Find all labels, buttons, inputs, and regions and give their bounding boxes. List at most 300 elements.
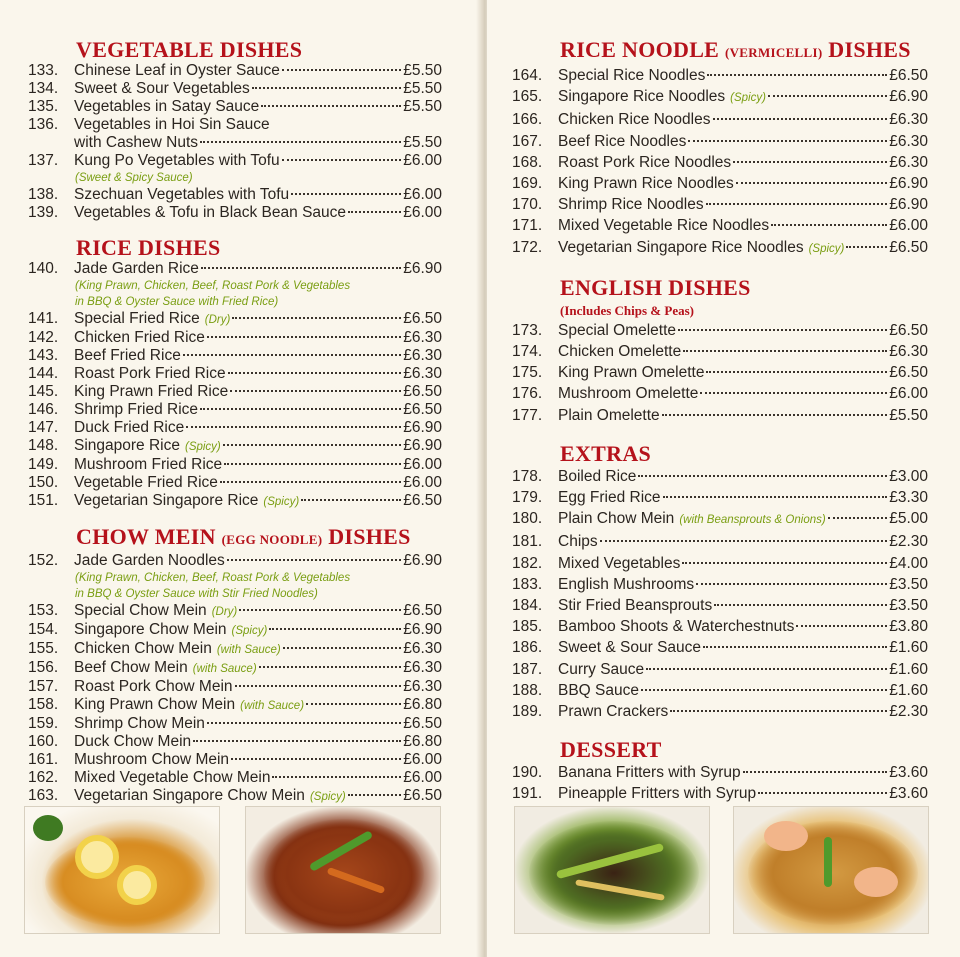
menu-item — [512, 680, 928, 701]
item-price: £1.60 — [889, 660, 928, 678]
menu-item — [28, 329, 442, 347]
item-price: £6.50 — [403, 492, 442, 509]
item-name: Vegetables in Satay Sauce — [74, 98, 260, 115]
item-number: 168. — [512, 153, 543, 171]
dot-leader — [227, 559, 401, 561]
section-heading-extras — [512, 442, 928, 466]
right-menu-column — [512, 38, 928, 805]
dot-leader — [306, 703, 401, 705]
item-number: 179. — [512, 489, 543, 507]
item-price: £6.30 — [889, 153, 928, 171]
menu-item — [512, 405, 928, 426]
item-name: Singapore Chow Mein — [74, 621, 227, 638]
item-inline-note: (with Sauce) — [240, 700, 305, 712]
item-price: £5.50 — [403, 80, 442, 97]
item-name: Chinese Leaf in Oyster Sauce — [74, 62, 280, 79]
item-price: £6.50 — [889, 67, 928, 84]
menu-item — [512, 762, 928, 783]
item-name: King Prawn Rice Noodles — [558, 175, 734, 193]
item-name: Bamboo Shoots & Waterchestnuts — [558, 618, 795, 636]
item-number: 165. — [512, 88, 543, 106]
item-inline-note: (Spicy) — [808, 242, 845, 255]
item-number: 163. — [28, 787, 59, 804]
item-price: £6.30 — [889, 343, 928, 361]
section-heading-chowmein — [28, 525, 442, 552]
menu-item — [28, 456, 442, 474]
menu-item — [512, 553, 928, 574]
menu-item — [28, 62, 442, 80]
item-name: Egg Fried Rice — [558, 489, 661, 507]
dot-leader — [220, 481, 401, 483]
item-name: Jade Garden Noodles — [74, 552, 225, 569]
item-price: £6.90 — [889, 88, 928, 106]
item-name: Duck Chow Mein — [74, 733, 192, 750]
menu-item — [512, 65, 928, 86]
menu-item — [28, 152, 442, 170]
menu-item — [512, 383, 928, 404]
item-price: £3.50 — [889, 597, 928, 615]
dot-leader — [796, 625, 887, 627]
item-price: £6.30 — [403, 329, 442, 346]
item-inline-note: (with Sauce) — [192, 663, 257, 675]
menu-item — [28, 80, 442, 98]
item-number: 152. — [28, 552, 59, 569]
menu-item — [512, 508, 928, 531]
item-number: 177. — [512, 406, 543, 424]
menu-item — [28, 474, 442, 492]
item-name: Vegetarian Singapore Rice — [74, 492, 259, 509]
item-price: £6.30 — [889, 132, 928, 150]
item-number: 164. — [512, 67, 543, 84]
dot-leader — [186, 426, 401, 428]
item-price: £6.90 — [889, 196, 928, 214]
item-name: Pineapple Fritters with Syrup — [558, 785, 757, 803]
item-name: Mushroom Omelette — [558, 385, 699, 403]
menu-item — [512, 637, 928, 658]
item-price: £6.90 — [403, 621, 442, 638]
dot-leader — [228, 372, 402, 374]
menu-item — [28, 310, 442, 329]
menu-item — [28, 659, 442, 678]
item-inline-note: (Spicy) — [231, 625, 268, 637]
menu-item — [28, 733, 442, 751]
item-name: Vegetable Fried Rice — [74, 474, 218, 491]
item-price: £6.50 — [403, 401, 442, 418]
menu-item-continuation — [28, 134, 442, 152]
dot-leader — [272, 776, 401, 778]
menu-item — [512, 531, 928, 552]
dot-leader — [846, 246, 887, 248]
item-inline-note: (Dry) — [211, 606, 238, 618]
dot-leader — [207, 722, 401, 724]
menu-item — [28, 260, 442, 278]
item-number: 178. — [512, 467, 543, 485]
item-number: 135. — [28, 98, 59, 115]
item-name: Beef Rice Noodles — [558, 132, 687, 150]
menu-item — [28, 552, 442, 570]
item-name: Special Fried Rice — [74, 310, 200, 327]
item-price: £5.50 — [403, 62, 442, 79]
section-subtitle: (Includes Chips & Peas) — [560, 302, 694, 318]
section-gap — [28, 511, 442, 525]
item-name: Szechuan Vegetables with Tofu — [74, 186, 290, 203]
dot-leader — [683, 350, 887, 352]
item-price: £6.50 — [889, 364, 928, 382]
section-heading-dessert — [512, 738, 928, 762]
section-gap — [512, 722, 928, 738]
item-number: 159. — [28, 715, 59, 732]
item-price: £6.80 — [403, 696, 442, 713]
menu-item — [512, 194, 928, 215]
menu-item — [28, 621, 442, 640]
item-number: 144. — [28, 365, 59, 382]
dot-leader — [682, 562, 887, 564]
item-number: 187. — [512, 660, 543, 678]
item-number: 134. — [28, 80, 59, 97]
item-price: £3.60 — [889, 785, 928, 803]
menu-item — [28, 347, 442, 365]
dot-leader — [771, 224, 887, 226]
item-note: (King Prawn, Chicken, Beef, Roast Pork & Vegetables — [75, 280, 351, 292]
item-name: Plain Chow Mein — [558, 510, 675, 528]
item-price: £6.50 — [403, 383, 442, 400]
menu-item — [28, 401, 442, 419]
menu-item — [28, 640, 442, 659]
dot-leader — [662, 414, 888, 416]
item-number: 153. — [28, 602, 59, 619]
item-note: (King Prawn, Chicken, Beef, Roast Pork & Vegetables — [75, 572, 351, 584]
dot-leader — [269, 628, 401, 630]
section-gap — [28, 222, 442, 236]
item-name: English Mushrooms — [558, 575, 695, 593]
item-name: King Prawn Omelette — [558, 364, 705, 382]
item-price: £6.50 — [403, 715, 442, 732]
dot-leader — [230, 390, 401, 392]
menu-item — [512, 487, 928, 508]
item-note-continued: in BBQ & Oyster Sauce with Stir Fried Noodles) — [75, 588, 318, 600]
dot-leader — [828, 517, 888, 519]
item-price: £6.90 — [403, 437, 442, 454]
dot-leader — [758, 792, 887, 794]
item-price: £6.50 — [403, 310, 442, 327]
item-name: Special Rice Noodles — [558, 67, 706, 84]
item-name: Vegetables in Hoi Sin Sauce — [74, 116, 270, 133]
menu-item — [28, 769, 442, 787]
item-price: £5.50 — [403, 98, 442, 115]
item-number: 138. — [28, 186, 59, 203]
item-price: £6.90 — [889, 175, 928, 193]
item-number: 181. — [512, 533, 543, 551]
dot-leader — [239, 609, 401, 611]
item-price: £1.60 — [889, 639, 928, 657]
item-number: 167. — [512, 132, 543, 150]
item-number: 145. — [28, 383, 59, 400]
item-number: 170. — [512, 196, 543, 214]
section-title: RICE NOODLE — [560, 37, 720, 62]
item-name: Shrimp Chow Mein — [74, 715, 205, 732]
section-gap — [512, 260, 928, 276]
dot-leader — [200, 408, 401, 410]
dot-leader — [641, 689, 887, 691]
menu-item — [512, 362, 928, 383]
dot-leader — [232, 317, 401, 319]
item-number: 137. — [28, 152, 59, 169]
dot-leader — [224, 463, 401, 465]
dot-leader — [231, 758, 401, 760]
beef-stir-fry-photo — [514, 806, 710, 934]
dot-leader — [200, 141, 401, 143]
menu-item — [512, 173, 928, 194]
item-name: Mixed Vegetables — [558, 554, 681, 572]
section-title: EXTRAS — [560, 440, 652, 466]
dot-leader — [743, 771, 888, 773]
menu-item — [512, 320, 928, 341]
menu-item — [512, 595, 928, 616]
item-price: £6.30 — [403, 365, 442, 382]
king-prawn-chow-mein-photo — [733, 806, 929, 934]
item-name: King Prawn Fried Rice — [74, 383, 229, 400]
dot-leader — [670, 710, 887, 712]
menu-item — [28, 204, 442, 222]
item-price: £2.30 — [889, 533, 928, 551]
menu-item — [512, 659, 928, 680]
item-name: Roast Pork Fried Rice — [74, 365, 226, 382]
dot-leader — [600, 540, 888, 542]
dot-leader — [207, 336, 401, 338]
item-number: 139. — [28, 204, 59, 221]
section-gap — [512, 426, 928, 442]
menu-item — [512, 237, 928, 260]
item-price: £6.00 — [889, 217, 928, 235]
item-price: £6.30 — [403, 659, 442, 676]
item-number: 171. — [512, 217, 543, 235]
left-menu-column — [28, 38, 442, 806]
item-name-continued: with Cashew Nuts — [74, 134, 199, 151]
item-number: 186. — [512, 639, 543, 657]
item-name: Beef Fried Rice — [74, 347, 181, 364]
menu-item — [512, 616, 928, 637]
item-number: 133. — [28, 62, 59, 79]
dot-leader — [646, 668, 887, 670]
item-name: Shrimp Rice Noodles — [558, 196, 704, 214]
dot-leader — [348, 211, 401, 213]
menu-item — [28, 116, 442, 134]
item-number: 175. — [512, 364, 543, 382]
dot-leader — [301, 499, 401, 501]
dot-leader — [707, 74, 887, 76]
item-name: Sweet & Sour Vegetables — [74, 80, 250, 97]
item-name: Vegetarian Singapore Chow Mein — [74, 787, 305, 804]
item-number: 146. — [28, 401, 59, 418]
menu-item — [512, 215, 928, 236]
item-price: £5.50 — [889, 406, 928, 424]
item-price: £6.50 — [403, 787, 442, 804]
item-name: Stir Fried Beansprouts — [558, 597, 713, 615]
section-heading-ricenoodle — [512, 38, 928, 65]
dot-leader — [713, 118, 888, 120]
item-inline-note: (Spicy) — [309, 791, 346, 803]
item-inline-note: (Spicy) — [730, 92, 766, 105]
item-name: Vegetables & Tofu in Black Bean Sauce — [74, 204, 347, 221]
item-number: 148. — [28, 437, 59, 454]
dot-leader — [696, 583, 887, 585]
item-price: £6.90 — [403, 552, 442, 569]
dot-leader — [282, 69, 401, 71]
item-number: 142. — [28, 329, 59, 346]
item-number: 158. — [28, 696, 59, 713]
item-price: £3.00 — [889, 467, 928, 485]
menu-item — [28, 751, 442, 769]
section-heading-english — [512, 276, 928, 300]
item-number: 141. — [28, 310, 59, 327]
menu-item — [28, 437, 442, 456]
menu-item — [512, 701, 928, 722]
item-name: Singapore Rice Noodles — [558, 88, 726, 106]
item-name: Plain Omelette — [558, 406, 660, 424]
item-number: 155. — [28, 640, 59, 657]
item-name: Chicken Omelette — [558, 343, 682, 361]
item-price: £6.30 — [403, 678, 442, 695]
menu-item — [28, 602, 442, 621]
item-number: 166. — [512, 111, 543, 129]
menu-item — [512, 86, 928, 109]
item-price: £1.60 — [889, 681, 928, 699]
dot-leader — [252, 87, 401, 89]
menu-item — [28, 365, 442, 383]
item-name: Chicken Fried Rice — [74, 329, 205, 346]
item-price: £6.00 — [403, 186, 442, 203]
item-name: Duck Fried Rice — [74, 419, 185, 436]
item-price: £3.30 — [889, 489, 928, 507]
item-name: Beef Chow Mein — [74, 659, 188, 676]
section-heading-vegetable — [28, 38, 442, 62]
section-title-qualifier: (VERMICELLI) — [724, 45, 823, 60]
dot-leader — [700, 392, 887, 394]
section-title: RICE DISHES — [76, 235, 221, 260]
item-number: 185. — [512, 618, 543, 636]
menu-item — [512, 152, 928, 173]
item-number: 136. — [28, 116, 59, 133]
item-number: 162. — [28, 769, 59, 786]
item-number: 143. — [28, 347, 59, 364]
item-number: 189. — [512, 703, 543, 721]
dot-leader — [714, 604, 887, 606]
item-price: £5.00 — [889, 510, 928, 528]
section-title: VEGETABLE DISHES — [76, 37, 303, 62]
section-heading-rice — [28, 236, 442, 260]
item-price: £3.50 — [889, 575, 928, 593]
item-price: £6.90 — [403, 419, 442, 436]
item-name: Roast Pork Chow Mein — [74, 678, 233, 695]
item-name: Shrimp Fried Rice — [74, 401, 199, 418]
item-name: Mushroom Fried Rice — [74, 456, 223, 473]
item-name: Prawn Crackers — [558, 703, 669, 721]
item-price: £6.30 — [403, 640, 442, 657]
item-price: £6.00 — [403, 474, 442, 491]
section-title-end: DISHES — [828, 37, 911, 62]
item-name: Chicken Chow Mein — [74, 640, 212, 657]
item-number: 151. — [28, 492, 59, 509]
item-price: £6.90 — [403, 260, 442, 277]
item-inline-note: (Spicy) — [263, 496, 300, 508]
item-name: Boiled Rice — [558, 467, 637, 485]
item-number: 169. — [512, 175, 543, 193]
menu-item — [28, 419, 442, 437]
menu-item — [28, 678, 442, 696]
menu-item — [28, 787, 442, 806]
item-number: 191. — [512, 785, 543, 803]
dot-leader — [348, 794, 401, 796]
section-title: DESSERT — [560, 737, 662, 763]
item-number: 190. — [512, 764, 543, 782]
item-name: Banana Fritters with Syrup — [558, 764, 741, 782]
item-inline-note: (Spicy) — [184, 441, 221, 453]
item-number: 188. — [512, 681, 543, 699]
dot-leader — [291, 193, 401, 195]
item-name: Vegetarian Singapore Rice Noodles — [558, 238, 804, 256]
item-number: 160. — [28, 733, 59, 750]
item-price: £3.60 — [889, 764, 928, 782]
menu-item — [28, 98, 442, 116]
item-price: £6.00 — [403, 769, 442, 786]
dot-leader — [706, 203, 888, 205]
item-number: 183. — [512, 575, 543, 593]
item-number: 147. — [28, 419, 59, 436]
dot-leader — [768, 95, 887, 97]
item-name: Mixed Vegetable Chow Mein — [74, 769, 271, 786]
item-price: £6.50 — [889, 321, 928, 339]
item-number: 157. — [28, 678, 59, 695]
item-price: £6.50 — [403, 602, 442, 619]
dot-leader — [638, 475, 887, 477]
item-name: Special Omelette — [558, 321, 677, 339]
item-price: £2.30 — [889, 703, 928, 721]
item-price: £6.00 — [403, 751, 442, 768]
item-inline-note: (with Sauce) — [216, 644, 281, 656]
item-name: Singapore Rice — [74, 437, 180, 454]
section-title-end: DISHES — [328, 524, 411, 549]
item-number: 182. — [512, 554, 543, 572]
section-title-qualifier: (EGG NOODLE) — [221, 532, 323, 547]
menu-item — [28, 186, 442, 204]
item-number: 161. — [28, 751, 59, 768]
menu-item — [28, 383, 442, 401]
menu-item — [512, 574, 928, 595]
item-name: Roast Pork Rice Noodles — [558, 153, 732, 171]
item-price: £6.00 — [889, 385, 928, 403]
item-inline-note: (with Beansprouts & Onions) — [679, 514, 826, 527]
dot-leader — [678, 329, 887, 331]
item-price: £6.50 — [889, 238, 928, 256]
item-price: £6.30 — [889, 111, 928, 129]
dot-leader — [193, 740, 401, 742]
dot-leader — [259, 666, 402, 668]
dot-leader — [736, 182, 887, 184]
item-number: 173. — [512, 321, 543, 339]
crispy-shredded-beef-photo — [245, 806, 441, 934]
item-number: 149. — [28, 456, 59, 473]
item-name: Curry Sauce — [558, 660, 645, 678]
item-note-continued: in BBQ & Oyster Sauce with Fried Rice) — [75, 296, 279, 308]
item-number: 156. — [28, 659, 59, 676]
menu-item — [28, 715, 442, 733]
menu-item — [28, 696, 442, 715]
item-price: £5.50 — [403, 134, 442, 151]
item-number: 184. — [512, 597, 543, 615]
item-number: 150. — [28, 474, 59, 491]
dot-leader — [235, 685, 402, 687]
item-number: 174. — [512, 343, 543, 361]
